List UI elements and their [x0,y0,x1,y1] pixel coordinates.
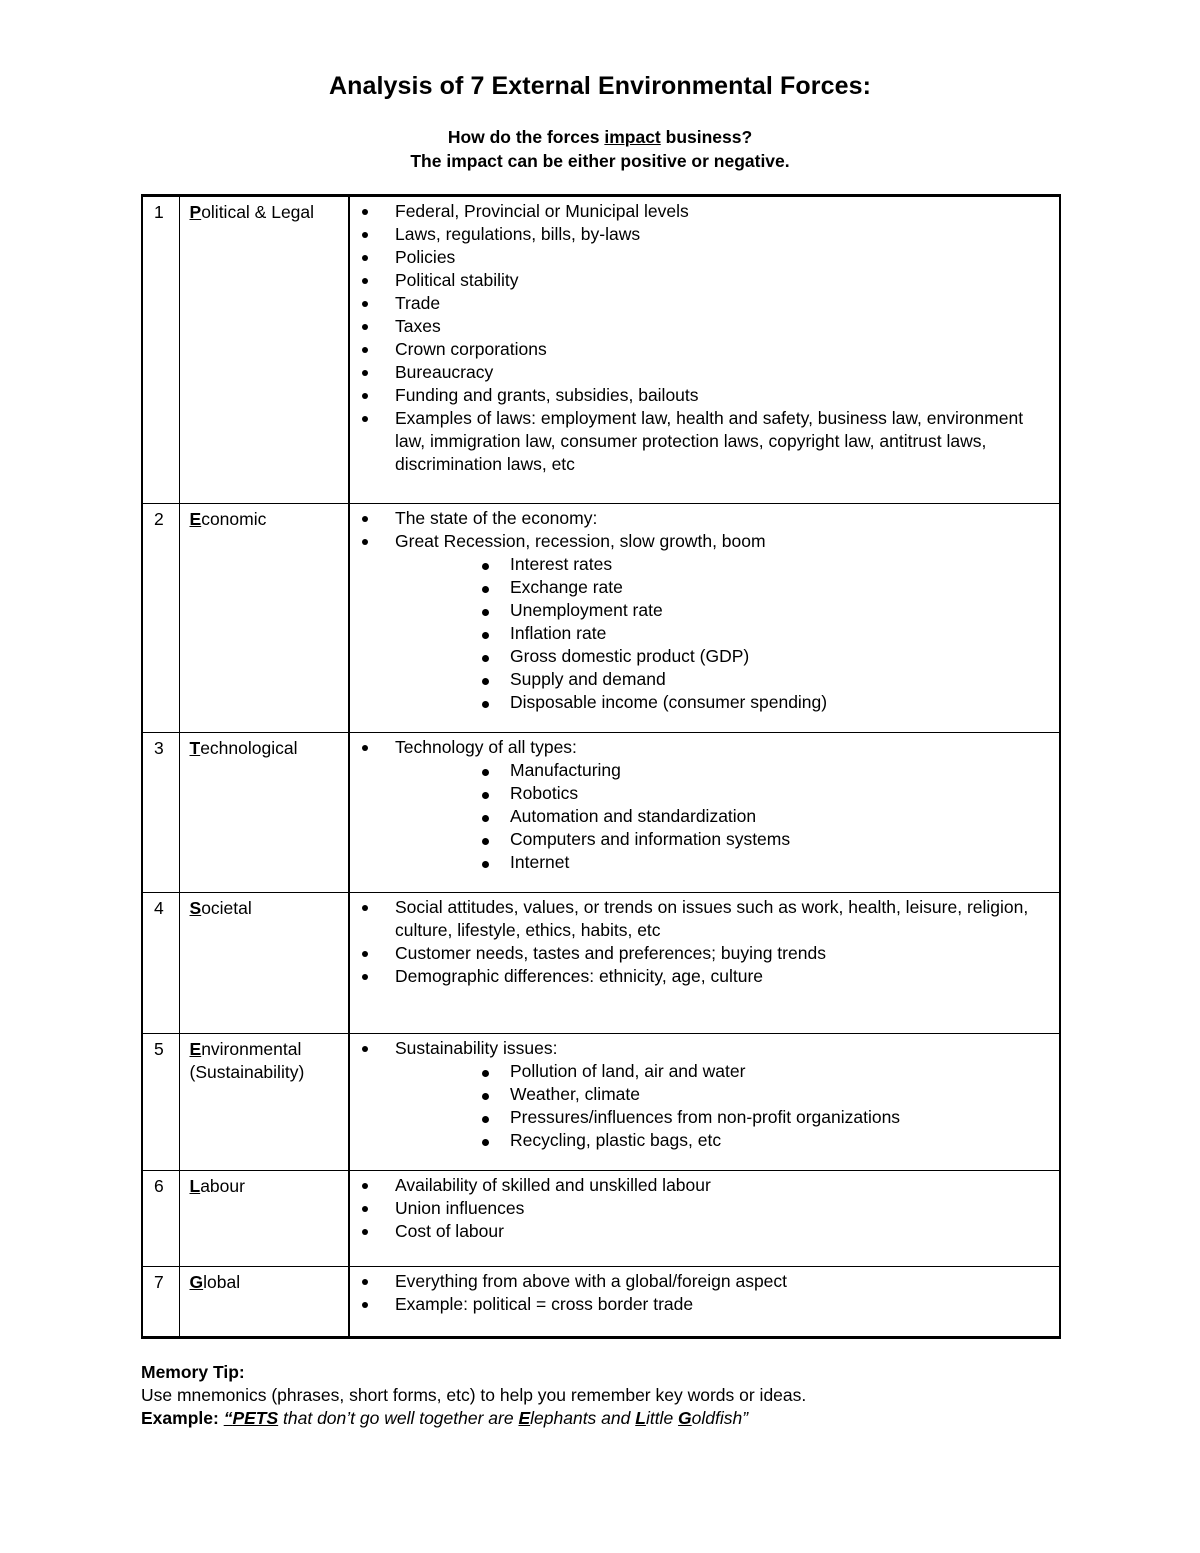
force-initial: S [189,898,202,918]
bullet-text: Union influences [395,1198,525,1218]
bullet-item [350,965,1051,988]
bullet-text: Customer needs, tastes and preferences; buying trends [395,943,826,963]
bullet-text: Example: political = cross border trade [395,1294,694,1314]
bullet-text: Policies [395,247,456,267]
example-mnemonic: PETS [232,1408,279,1428]
bullet-item [350,407,1051,476]
force-name-cell [179,893,349,1034]
bullet-text: Taxes [395,316,441,336]
bullet-text: Crown corporations [395,339,547,359]
bullet-item [350,1174,1051,1197]
force-row [142,1267,1060,1338]
force-name-rest: echnological [200,738,298,758]
bullet-text: Bureaucracy [395,362,494,382]
subtitle-impact: The impact can be either positive or negative. [410,151,790,171]
force-row [142,893,1060,1034]
bullet-item [350,361,1051,384]
force-name-rest: lobal [203,1272,241,1292]
force-items-cell [349,893,1060,1034]
subtitle-question [0,127,1200,148]
force-name-cell [179,1034,349,1171]
force-number-cell [142,1171,179,1267]
sub-bullet-item: Robotics [395,782,1051,805]
memory-tip-body: Use mnemonics (phrases, short forms, etc) to help you remember key words or ideas. [141,1385,807,1405]
subtitle-question-post: business? [660,127,753,147]
force-number: 1 [154,202,164,222]
force-name-cell [179,1267,349,1338]
force-number: 3 [154,738,164,758]
bullet-text: Social attitudes, values, or trends on issues such as work, health, leisure, religion, culture, lifestyle, ethics, habits, etc [395,897,1029,940]
bullet-item [350,384,1051,407]
bullet-item [350,200,1051,223]
example-label: Example: [141,1408,219,1428]
sub-bullet-item: Computers and information systems [395,828,1051,851]
force-initial: G [189,1272,204,1292]
force-items-cell [349,504,1060,733]
memory-tip-heading: Memory Tip: [141,1362,245,1382]
example-text: oldfish [691,1408,743,1428]
force-name-cell [179,733,349,893]
force-name-rest: nvironmental [201,1039,302,1059]
bullet-text: Political stability [395,270,519,290]
bullet-item [350,315,1051,338]
bullet-item [350,1197,1051,1220]
force-name-cell [179,504,349,733]
bullet-list [350,893,1059,988]
force-number: 4 [154,898,164,918]
bullet-text: Demographic differences: ethnicity, age, culture [395,966,764,986]
bullet-text: Trade [395,293,441,313]
bullet-list [350,504,1059,714]
force-initial: E [189,1039,202,1059]
bullet-item [350,1037,1051,1152]
sub-bullet-item: Pressures/influences from non-profit organizations [395,1106,1051,1129]
bullet-item [350,338,1051,361]
bullet-text: Funding and grants, subsidies, bailouts [395,385,699,405]
force-number-cell [142,504,179,733]
bullet-text: Availability of skilled and unskilled labour [395,1175,711,1195]
force-name-rest: olitical & Legal [201,202,315,222]
sub-bullet-item: Interest rates [395,553,1051,576]
force-row [142,196,1060,504]
force-number: 2 [154,509,164,529]
force-row [142,1171,1060,1267]
page-title: Analysis of 7 External Environmental Forces: [328,72,872,100]
example-initial: G [678,1408,692,1428]
bullet-item [350,507,1051,530]
bullet-item [350,736,1051,874]
force-name [180,1267,349,1294]
force-name [180,893,349,920]
bullet-item [350,942,1051,965]
bullet-item [350,896,1051,942]
example-close-quote: ” [742,1408,749,1428]
sub-bullet-item: Disposable income (consumer spending) [395,691,1051,714]
force-number: 6 [154,1176,164,1196]
force-items-cell [349,1034,1060,1171]
bullet-list [350,1171,1059,1243]
force-number-cell [142,1034,179,1171]
bullet-text: Laws, regulations, bills, by-laws [395,224,641,244]
force-items-cell [349,1267,1060,1338]
force-name [180,1171,349,1198]
bullet-text: Great Recession, recession, slow growth, boom [395,531,766,551]
sub-bullet-item: Exchange rate [395,576,1051,599]
force-initial: L [189,1176,201,1196]
force-initial: T [189,738,201,758]
force-name-rest: conomic [201,509,267,529]
force-initial: P [189,202,202,222]
bullet-text: Examples of laws: employment law, health and safety, business law, environment law, immigration law, consumer protection laws, copyright law, antitrust laws, discrimination laws, etc [395,408,1024,474]
bullet-list [350,197,1059,476]
bullet-text: Sustainability issues: [395,1038,558,1058]
subtitle-question-pre: How do the forces [447,127,605,147]
force-row [142,733,1060,893]
bullet-item [350,269,1051,292]
sub-bullet-item: Pollution of land, air and water [395,1060,1051,1083]
memory-tip-example [141,1407,806,1430]
bullet-item [350,1220,1051,1243]
force-number-cell [142,893,179,1034]
force-number-cell [142,733,179,893]
example-open-quote: “ [223,1408,233,1428]
sub-bullet-list [395,759,1051,874]
bullet-list [350,1267,1059,1316]
force-number-cell [142,1267,179,1338]
force-number: 7 [154,1272,164,1292]
bullet-item [350,1293,1051,1316]
example-text: that don’t go well together are [278,1408,519,1428]
sub-bullet-item: Recycling, plastic bags, etc [395,1129,1051,1152]
forces-table-body [142,196,1060,1338]
sub-bullet-item: Manufacturing [395,759,1051,782]
example-text: ittle [645,1408,679,1428]
example-initial: L [635,1408,646,1428]
sub-bullet-item: Gross domestic product (GDP) [395,645,1051,668]
force-name-cell [179,196,349,504]
force-name [180,504,349,531]
sub-bullet-list [395,1060,1051,1152]
sub-bullet-item: Unemployment rate [395,599,1051,622]
bullet-text: Everything from above with a global/foreign aspect [395,1271,788,1291]
sub-bullet-item: Weather, climate [395,1083,1051,1106]
force-number-cell [142,196,179,504]
forces-table [141,194,1061,1339]
force-name [180,733,349,760]
force-items-cell [349,733,1060,893]
force-initial: E [189,509,202,529]
example-initial: E [518,1408,531,1428]
sub-bullet-item: Inflation rate [395,622,1051,645]
sub-bullet-item: Supply and demand [395,668,1051,691]
example-text: lephants and [530,1408,636,1428]
force-items-cell [349,196,1060,504]
force-row [142,1034,1060,1171]
force-items-cell [349,1171,1060,1267]
bullet-item [350,292,1051,315]
force-number: 5 [154,1039,164,1059]
force-row [142,504,1060,733]
bullet-item [350,1270,1051,1293]
force-name-rest: abour [200,1176,245,1196]
bullet-text: The state of the economy: [395,508,598,528]
bullet-list [350,1034,1059,1152]
bullet-text: Federal, Provincial or Municipal levels [395,201,689,221]
force-name [180,1034,349,1061]
sub-bullet-list [395,553,1051,714]
bullet-item [350,530,1051,714]
force-name-cell [179,1171,349,1267]
force-name-rest: ocietal [201,898,252,918]
subtitle-question-emphasis: impact [604,127,661,147]
force-name [180,197,349,224]
memory-tip [141,1361,806,1430]
sub-bullet-item: Internet [395,851,1051,874]
force-name-line2: (Sustainability) [189,1062,305,1082]
bullet-item [350,223,1051,246]
bullet-text: Cost of labour [395,1221,504,1241]
bullet-item [350,246,1051,269]
bullet-text: Technology of all types: [395,737,577,757]
bullet-list [350,733,1059,874]
sub-bullet-item: Automation and standardization [395,805,1051,828]
